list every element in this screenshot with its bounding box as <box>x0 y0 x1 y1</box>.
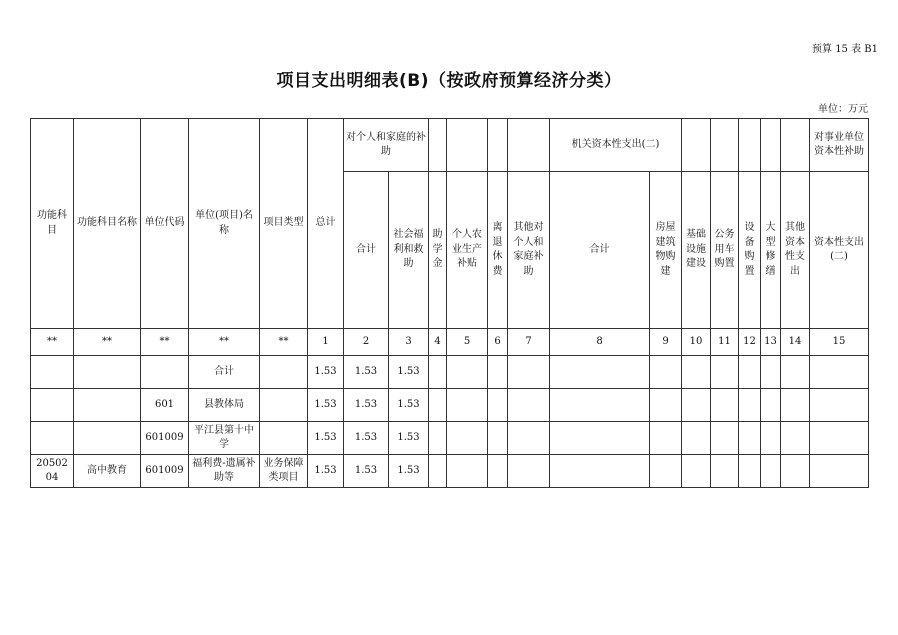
total-cell: 1.53 <box>308 455 344 488</box>
subtotal-cell: 1.53 <box>344 422 389 455</box>
empty-cell <box>488 389 508 422</box>
index-cell: 9 <box>650 329 682 356</box>
table-row <box>31 455 869 488</box>
social-welfare-cell: 1.53 <box>389 422 429 455</box>
empty-cell <box>810 455 869 488</box>
header-major-repair: 大型修缮 <box>761 172 781 329</box>
func-name-cell <box>74 356 141 389</box>
empty-cell <box>682 389 711 422</box>
empty-cell <box>429 422 447 455</box>
empty-cell <box>810 389 869 422</box>
empty-cell <box>810 356 869 389</box>
header-subtotal-2: 合计 <box>550 172 650 329</box>
budget-table <box>30 118 869 488</box>
empty-cell <box>550 422 650 455</box>
header-capital-two: 资本性支出(二) <box>810 172 869 329</box>
form-number: 预算 15 表 B1 <box>812 44 878 55</box>
index-cell: 12 <box>739 329 761 356</box>
header-equipment: 设备购置 <box>739 172 761 329</box>
index-cell: ** <box>189 329 260 356</box>
empty-cell <box>650 455 682 488</box>
index-cell: 10 <box>682 329 711 356</box>
empty-cell <box>739 356 761 389</box>
project-type-cell <box>260 422 308 455</box>
header-agency-capital: 机关资本性支出(二) <box>550 119 682 172</box>
index-cell: 4 <box>429 329 447 356</box>
empty-cell <box>488 455 508 488</box>
func-name-cell <box>74 389 141 422</box>
header-retirement: 离退休费 <box>488 172 508 329</box>
unit-name-cell: 县教体局 <box>189 389 260 422</box>
empty-cell <box>682 455 711 488</box>
index-cell: ** <box>74 329 141 356</box>
empty-cell <box>508 356 550 389</box>
index-cell: 6 <box>488 329 508 356</box>
header-social-welfare: 社会福利和救助 <box>389 172 429 329</box>
header-blank <box>711 119 739 172</box>
index-cell: 14 <box>781 329 810 356</box>
func-code-cell: 2050204 <box>31 455 74 488</box>
empty-cell <box>488 422 508 455</box>
subtotal-cell: 1.53 <box>344 455 389 488</box>
header-blank <box>739 119 761 172</box>
header-subtotal-1: 合计 <box>344 172 389 329</box>
table-row <box>31 389 869 422</box>
empty-cell <box>650 356 682 389</box>
empty-cell <box>447 455 488 488</box>
header-func-subject-name: 功能科目名称 <box>74 119 141 329</box>
empty-cell <box>650 389 682 422</box>
social-welfare-cell: 1.53 <box>389 356 429 389</box>
unit-code-cell: 601009 <box>141 455 189 488</box>
header-blank <box>508 119 550 172</box>
subtotal-cell: 1.53 <box>344 389 389 422</box>
header-farm-subsidy: 个人农业生产补贴 <box>447 172 488 329</box>
header-other-capital: 其他资本性支出 <box>781 172 810 329</box>
empty-cell <box>550 389 650 422</box>
header-official-vehicle: 公务用车购置 <box>711 172 739 329</box>
header-unit-project-name: 单位(项目)名称 <box>189 119 260 329</box>
empty-cell <box>447 422 488 455</box>
header-infrastructure: 基础设施建设 <box>682 172 711 329</box>
empty-cell <box>682 356 711 389</box>
func-code-cell <box>31 422 74 455</box>
empty-cell <box>711 455 739 488</box>
social-welfare-cell: 1.53 <box>389 455 429 488</box>
table-row <box>31 356 869 389</box>
empty-cell <box>761 455 781 488</box>
total-cell: 1.53 <box>308 389 344 422</box>
header-personal-family-subsidy: 对个人和家庭的补助 <box>344 119 429 172</box>
index-cell: 7 <box>508 329 550 356</box>
empty-cell <box>429 389 447 422</box>
empty-cell <box>508 422 550 455</box>
func-name-cell: 高中教育 <box>74 455 141 488</box>
unit-code-cell: 601009 <box>141 422 189 455</box>
header-func-subject: 功能科目 <box>31 119 74 329</box>
header-unit-code: 单位代码 <box>141 119 189 329</box>
empty-cell <box>810 422 869 455</box>
empty-cell <box>781 422 810 455</box>
func-code-cell <box>31 356 74 389</box>
empty-cell <box>711 389 739 422</box>
empty-cell <box>550 455 650 488</box>
index-cell: ** <box>141 329 189 356</box>
empty-cell <box>447 389 488 422</box>
header-building: 房屋建筑物购建 <box>650 172 682 329</box>
header-public-unit-capital: 对事业单位资本性补助 <box>810 119 869 172</box>
header-stipend: 助学金 <box>429 172 447 329</box>
empty-cell <box>447 356 488 389</box>
empty-cell <box>781 356 810 389</box>
total-cell: 1.53 <box>308 422 344 455</box>
unit-name-cell: 合计 <box>189 356 260 389</box>
header-blank <box>761 119 781 172</box>
empty-cell <box>761 356 781 389</box>
index-cell: ** <box>31 329 74 356</box>
header-other-personal: 其他对个人和家庭补助 <box>508 172 550 329</box>
index-cell: 5 <box>447 329 488 356</box>
index-row <box>31 329 869 356</box>
total-cell: 1.53 <box>308 356 344 389</box>
header-row-1 <box>31 119 869 172</box>
empty-cell <box>488 356 508 389</box>
header-blank <box>781 119 810 172</box>
header-blank <box>488 119 508 172</box>
social-welfare-cell: 1.53 <box>389 389 429 422</box>
empty-cell <box>650 422 682 455</box>
unit-name-cell: 福利费-遗属补助等 <box>189 455 260 488</box>
subtotal-cell: 1.53 <box>344 356 389 389</box>
unit-code-cell: 601 <box>141 389 189 422</box>
index-cell: 13 <box>761 329 781 356</box>
empty-cell <box>508 455 550 488</box>
empty-cell <box>739 455 761 488</box>
index-cell: 15 <box>810 329 869 356</box>
index-cell: 2 <box>344 329 389 356</box>
empty-cell <box>711 422 739 455</box>
index-cell: 3 <box>389 329 429 356</box>
index-cell: 1 <box>308 329 344 356</box>
page-title: 项目支出明细表(B)（按政府预算经济分类） <box>276 71 622 91</box>
header-blank <box>429 119 447 172</box>
header-blank <box>447 119 488 172</box>
header-total: 总计 <box>308 119 344 329</box>
empty-cell <box>739 422 761 455</box>
empty-cell <box>781 455 810 488</box>
empty-cell <box>761 422 781 455</box>
empty-cell <box>739 389 761 422</box>
empty-cell <box>508 389 550 422</box>
empty-cell <box>682 422 711 455</box>
empty-cell <box>781 389 810 422</box>
project-type-cell <box>260 356 308 389</box>
index-cell: 11 <box>711 329 739 356</box>
empty-cell <box>429 356 447 389</box>
empty-cell <box>711 356 739 389</box>
func-name-cell <box>74 422 141 455</box>
empty-cell <box>550 356 650 389</box>
header-blank <box>682 119 711 172</box>
empty-cell <box>761 389 781 422</box>
unit-label: 单位：万元 <box>818 104 868 115</box>
unit-code-cell <box>141 356 189 389</box>
index-cell: ** <box>260 329 308 356</box>
index-cell: 8 <box>550 329 650 356</box>
func-code-cell <box>31 389 74 422</box>
project-type-cell <box>260 389 308 422</box>
empty-cell <box>429 455 447 488</box>
unit-name-cell: 平江县第十中学 <box>189 422 260 455</box>
project-type-cell: 业务保障类项目 <box>260 455 308 488</box>
table-row <box>31 422 869 455</box>
header-project-type: 项目类型 <box>260 119 308 329</box>
